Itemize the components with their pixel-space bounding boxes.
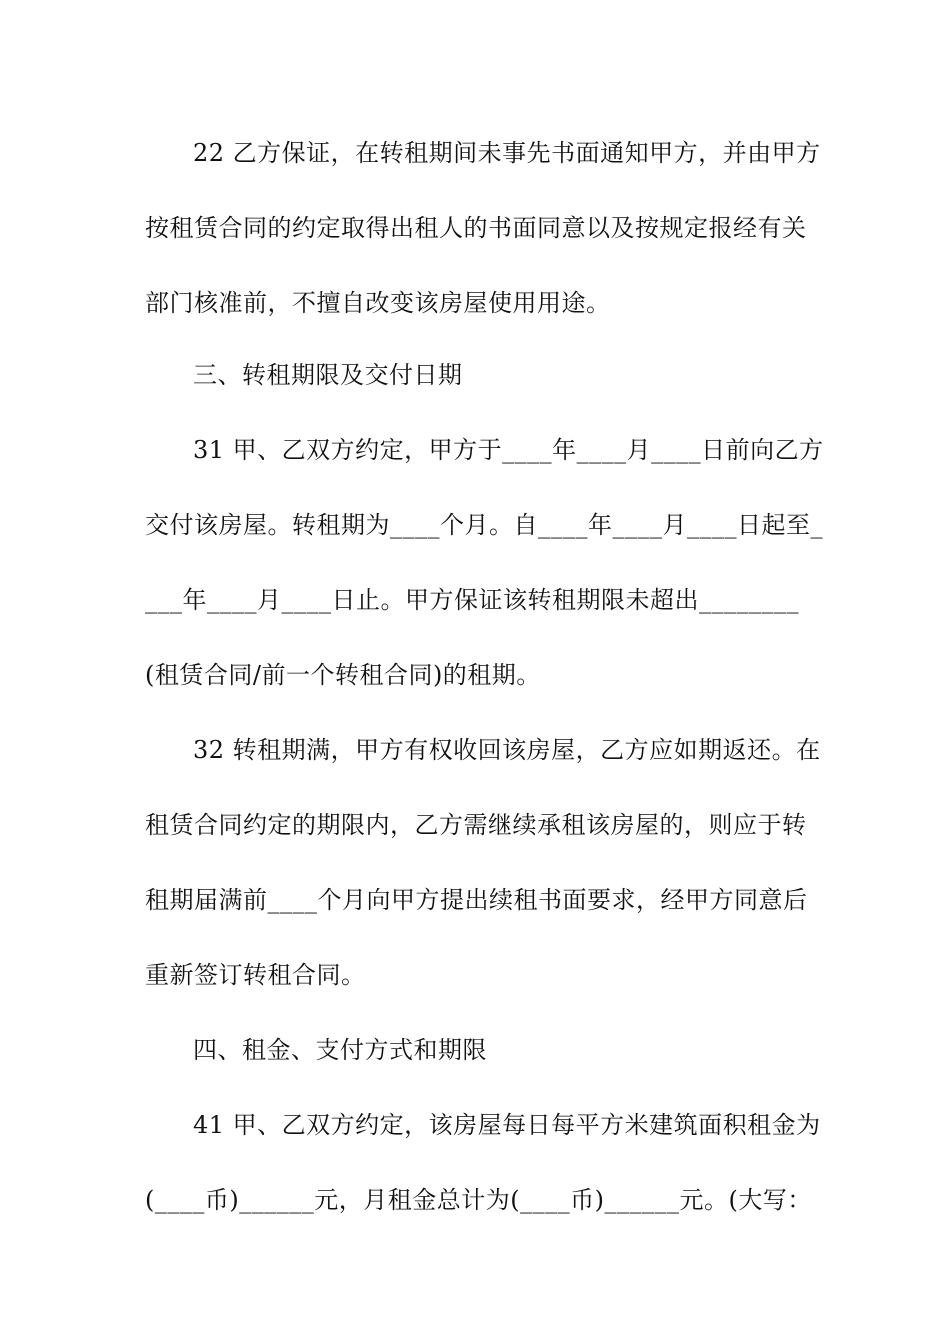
section-3-heading: 三、转租期限及交付日期	[193, 361, 463, 389]
paragraph-3-2-line-1: 32 转租期满，甲方有权收回该房屋，乙方应如期返还。在	[193, 736, 821, 764]
section-4-heading: 四、租金、支付方式和期限	[193, 1036, 487, 1064]
paragraph-3-2-line-2: 租赁合同约定的期限内，乙方需继续承租该房屋的，则应于转	[145, 811, 807, 839]
paragraph-3-2-line-3: 租期届满前____个月向甲方提出续租书面要求，经甲方同意后	[145, 886, 808, 914]
paragraph-3-1-line-4: (租赁合同/前一个转租合同)的租期。	[145, 661, 541, 689]
paragraph-2-2-line-1: 22 乙方保证，在转租期间未事先书面通知甲方，并由甲方	[193, 139, 821, 167]
paragraph-4-1-line-2: (____币)______元，月租金总计为(____币)______元。(大写：	[145, 1186, 812, 1214]
paragraph-3-1-line-3: ___年____月____日止。甲方保证该转租期限未超出________	[145, 586, 799, 614]
paragraph-3-2-line-4: 重新签订转租合同。	[145, 961, 366, 989]
paragraph-2-2-line-2: 按租赁合同的约定取得出租人的书面同意以及按规定报经有关	[145, 214, 807, 242]
paragraph-2-2-line-3: 部门核准前，不擅自改变该房屋使用用途。	[145, 289, 611, 317]
paragraph-3-1-line-1: 31 甲、乙双方约定，甲方于____年____月____日前向乙方	[193, 436, 824, 464]
paragraph-4-1-line-1: 41 甲、乙双方约定，该房屋每日每平方米建筑面积租金为	[193, 1111, 821, 1139]
paragraph-3-1-line-2: 交付该房屋。转租期为____个月。自____年____月____日起至_	[145, 511, 823, 539]
